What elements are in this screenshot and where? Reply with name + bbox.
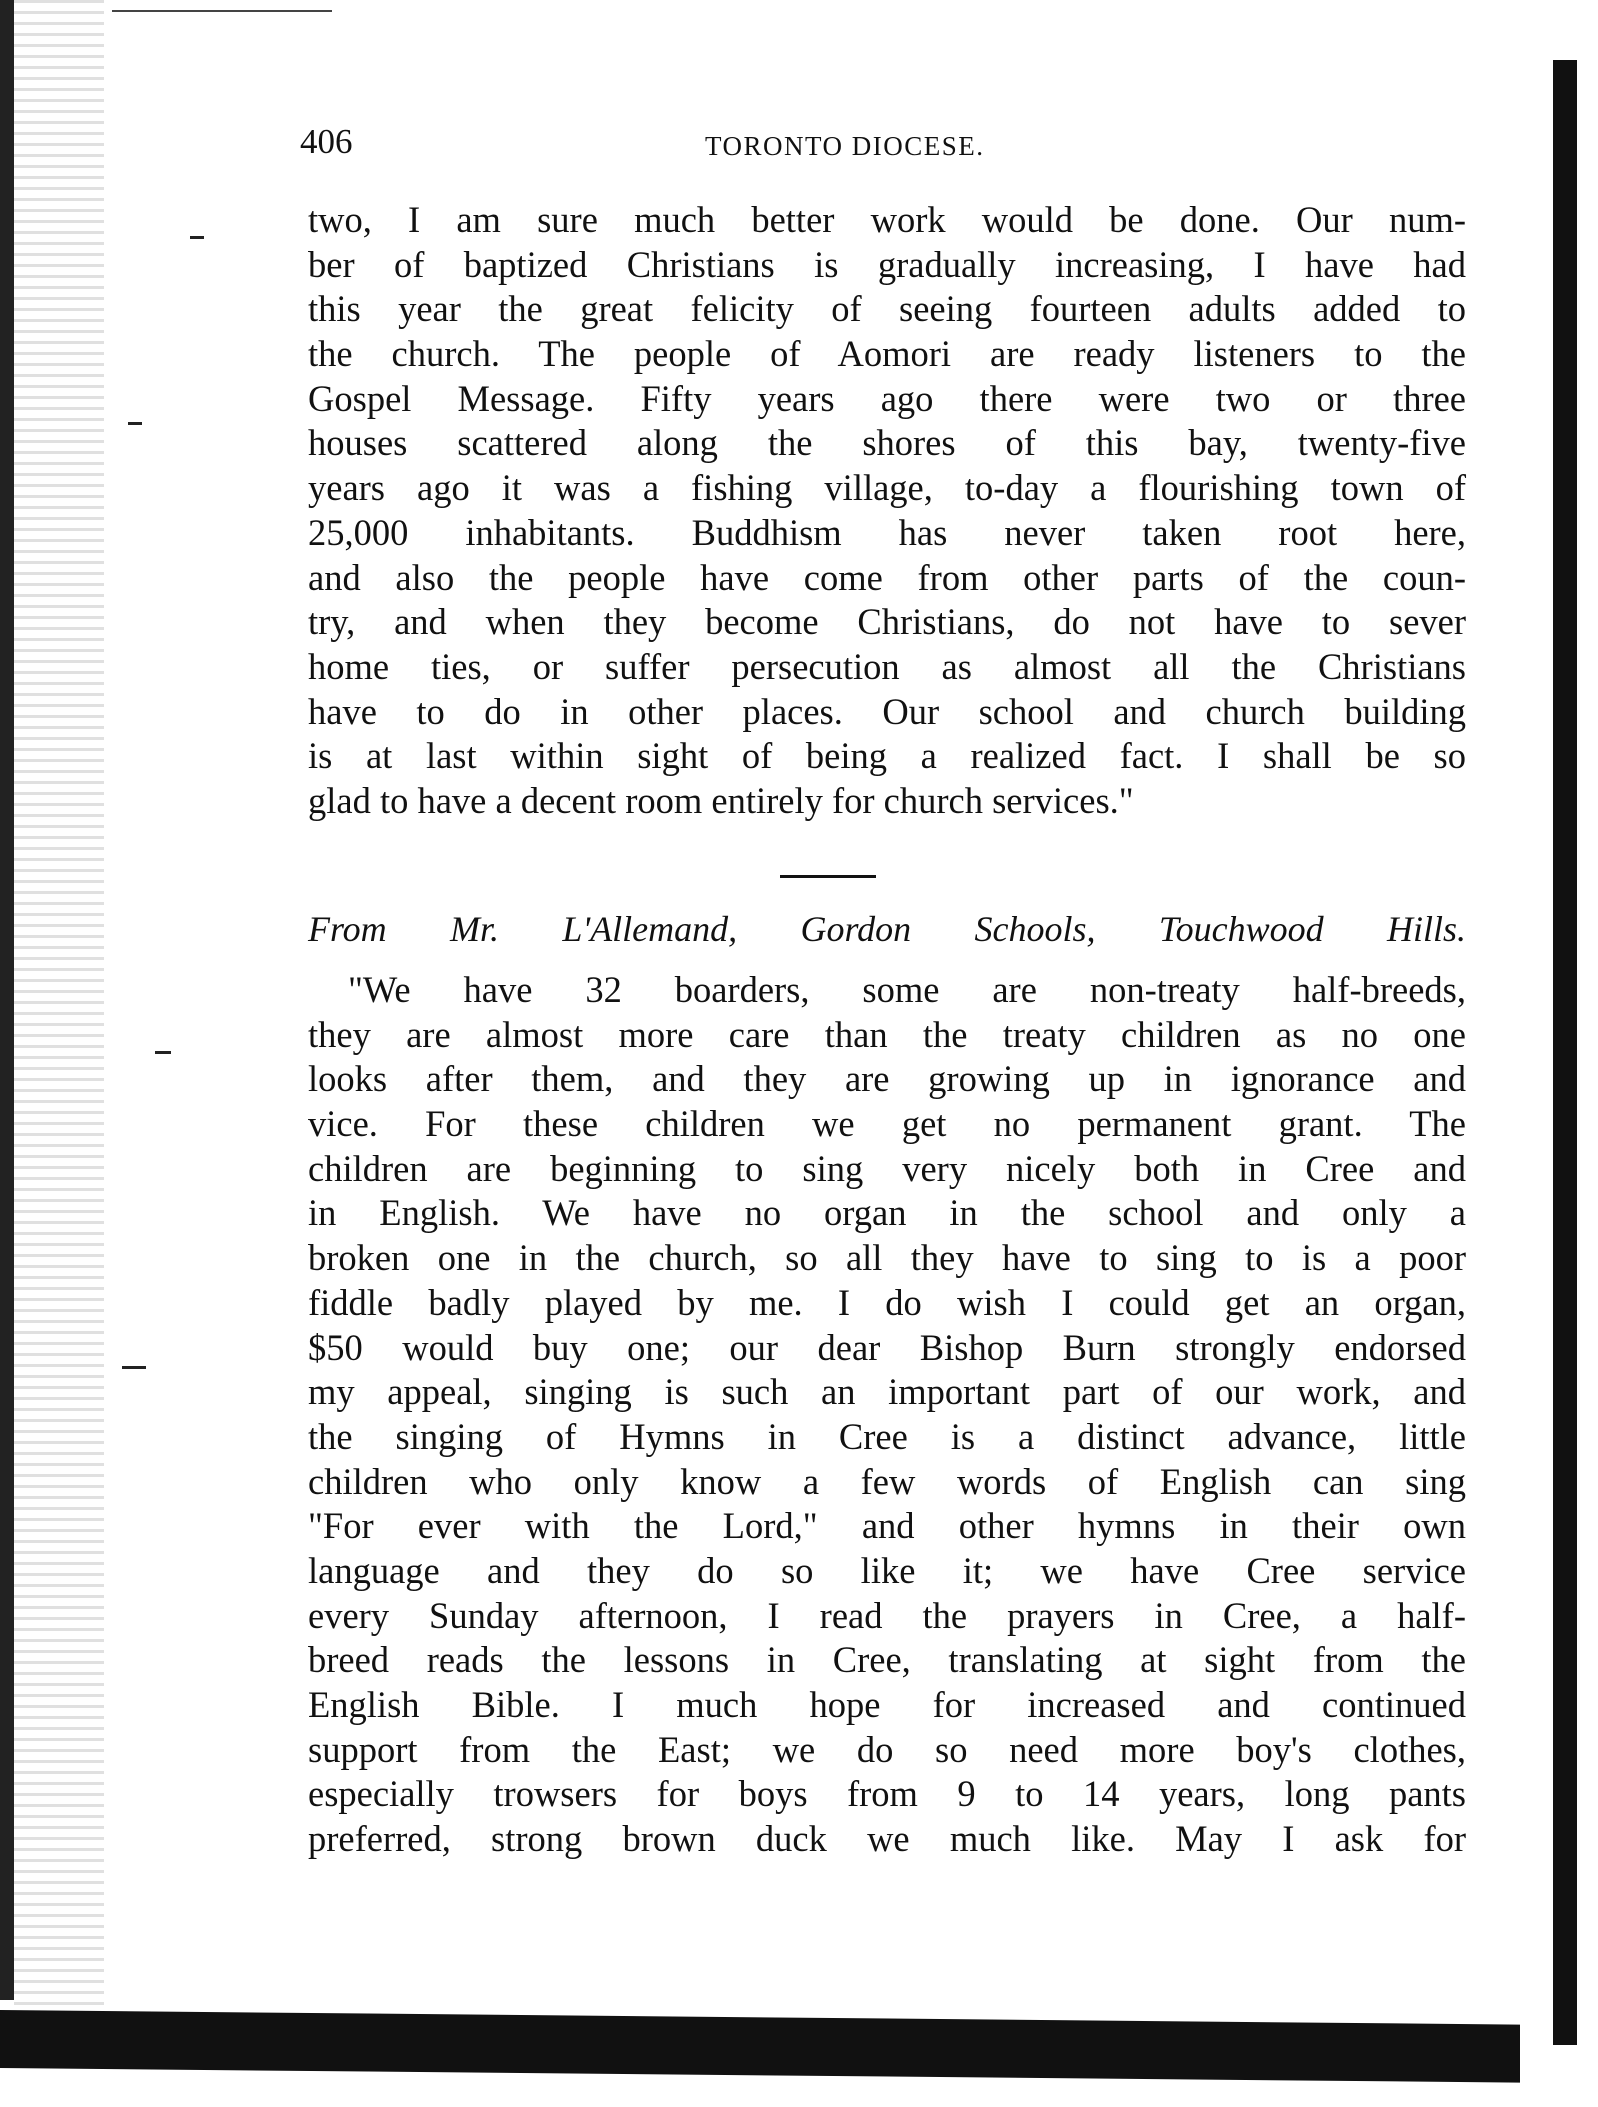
text-line: the singing of Hymns in Cree is a distinct advance, little — [308, 1415, 1466, 1457]
text-line: years ago it was a fishing village, to-day a flourishing town of — [308, 467, 1466, 509]
margin-mark — [155, 1051, 171, 1054]
text-line: in English. We have no organ in the school and only a — [308, 1192, 1466, 1234]
scan-top-mark — [112, 10, 332, 12]
text-line: fiddle badly played by me. I do wish I could get an organ, — [308, 1281, 1466, 1323]
text-line: home ties, or suffer persecution as almost all the Christians — [308, 645, 1466, 687]
text-line: language and they do so like it; we have Cree service — [308, 1549, 1466, 1591]
text-line: have to do in other places. Our school and church building — [308, 690, 1466, 732]
text-line: children are beginning to sing very nicely both in Cree and — [308, 1147, 1466, 1189]
text-line: the church. The people of Aomori are ready listeners to the — [308, 333, 1466, 375]
text-line: $50 would buy one; our dear Bishop Burn strongly endorsed — [308, 1326, 1466, 1368]
section-heading: From Mr. L'Allemand, Gordon Schools, Touchwood Hills. — [308, 909, 1466, 949]
text-line: Gospel Message. Fifty years ago there were two or three — [308, 377, 1466, 419]
text-line: they are almost more care than the treaty children as no one — [308, 1013, 1466, 1055]
text-line: 25,000 inhabitants. Buddhism has never taken root here, — [308, 511, 1466, 553]
text-line: my appeal, singing is such an important part of our work, and — [308, 1371, 1466, 1413]
scan-margin-noise — [14, 0, 104, 2040]
scan-bottom-edge — [0, 2010, 1520, 2083]
text-line: children who only know a few words of English can sing — [308, 1460, 1466, 1502]
letter-paragraph — [308, 968, 1466, 1862]
text-line: vice. For these children we get no permanent grant. The — [308, 1103, 1466, 1145]
scan-left-edge — [0, 0, 14, 2000]
margin-mark — [190, 236, 204, 239]
page-number: 406 — [300, 122, 353, 161]
text-line: try, and when they become Christians, do not have to sever — [308, 601, 1466, 643]
text-line: this year the great felicity of seeing fourteen adults added to — [308, 288, 1466, 330]
margin-mark — [122, 1366, 146, 1369]
text-line: and also the people have come from other parts of the coun- — [308, 556, 1466, 598]
section-divider — [780, 875, 876, 878]
text-line: glad to have a decent room entirely for church services." — [308, 779, 1134, 821]
text-line: ber of baptized Christians is gradually increasing, I have had — [308, 243, 1466, 285]
text-line: two, I am sure much better work would be done. Our num- — [308, 199, 1466, 240]
text-line: English Bible. I much hope for increased and continued — [308, 1684, 1466, 1725]
paragraph-continued — [308, 198, 1466, 824]
text-line: especially trowsers for boys from 9 to 14 years, long pants — [308, 1773, 1466, 1815]
text-line: breed reads the lessons in Cree, translating at sight from the — [308, 1639, 1466, 1681]
text-line: broken one in the church, so all they have to sing to is a poor — [308, 1237, 1466, 1279]
text-line: houses scattered along the shores of this bay, twenty-five — [308, 422, 1466, 464]
text-line: "For ever with the Lord," and other hymns in their own — [308, 1505, 1466, 1547]
text-line: every Sunday afternoon, I read the prayers in Cree, a half- — [308, 1594, 1466, 1636]
scan-right-edge — [1553, 60, 1577, 2045]
text-line: looks after them, and they are growing up in ignorance and — [308, 1058, 1466, 1100]
text-line: "We have 32 boarders, some are non-treaty half-breeds, — [348, 969, 1466, 1010]
text-line: is at last within sight of being a realized fact. I shall be so — [308, 735, 1466, 777]
text-line: support from the East; we do so need more boy's clothes, — [308, 1728, 1466, 1770]
text-line: preferred, strong brown duck we much like. May I ask for — [308, 1818, 1466, 1860]
running-head: TORONTO DIOCESE. — [705, 131, 985, 161]
margin-mark — [128, 422, 142, 425]
